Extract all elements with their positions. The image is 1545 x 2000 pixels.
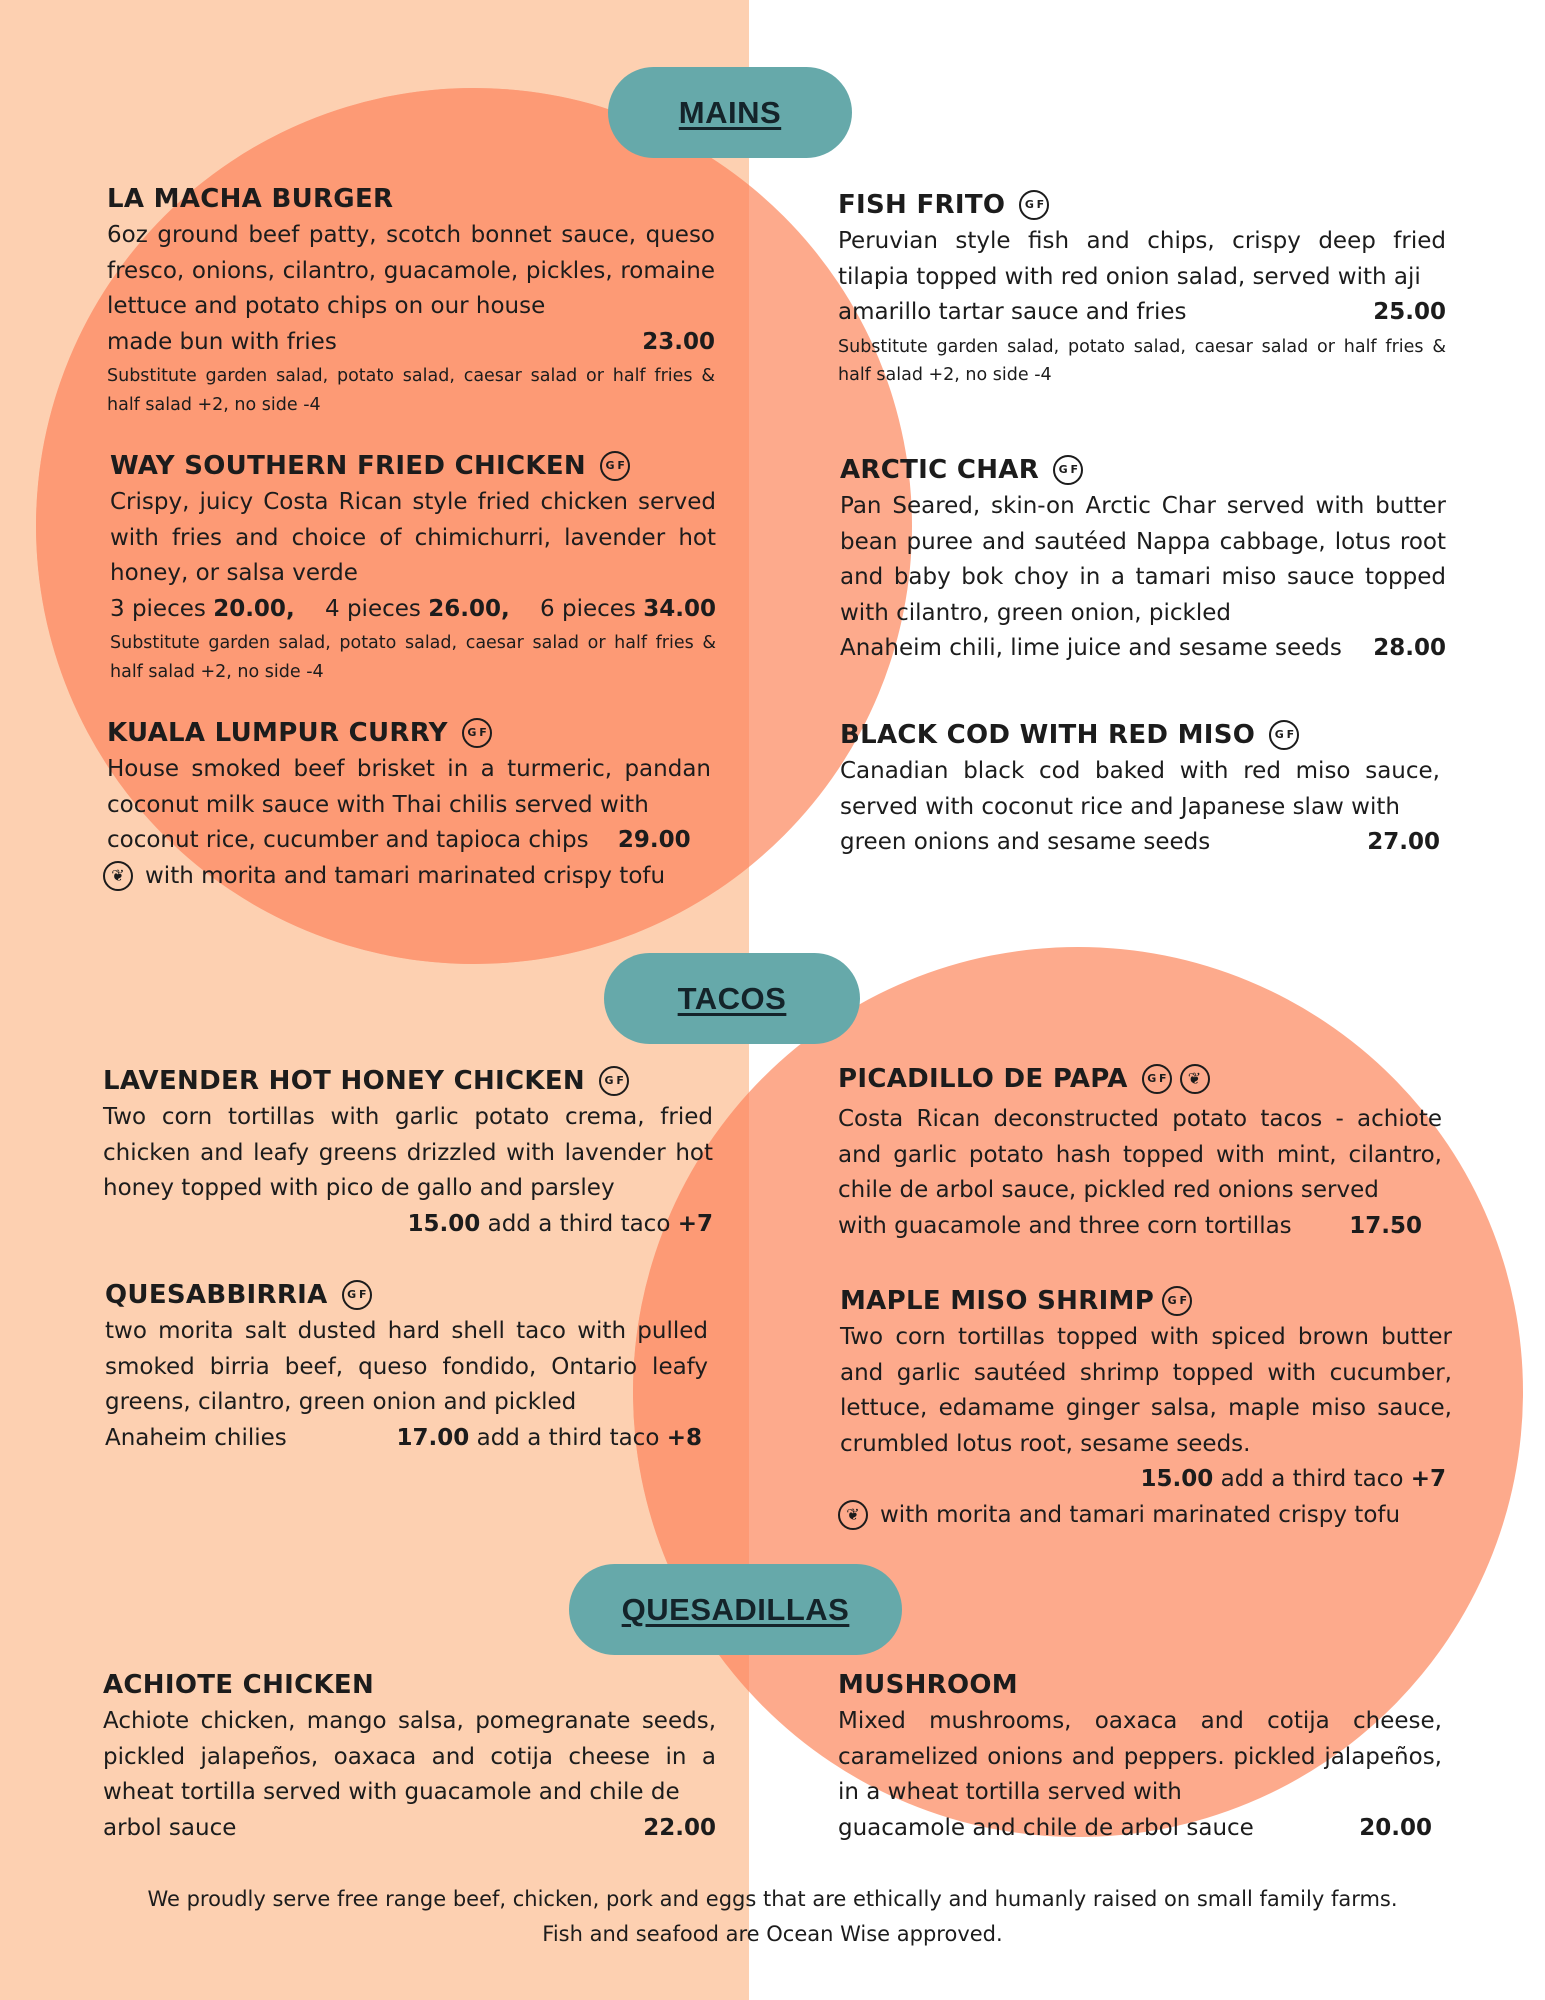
menu-item-achiote-chicken xyxy=(103,1666,716,1846)
item-name-row xyxy=(840,1282,1452,1320)
gluten-free-icon: G F xyxy=(599,1066,629,1096)
footer-line-1: We proudly serve free range beef, chicken, pork and eggs that are ethically and humanly raised on small family farms. xyxy=(147,1887,1398,1911)
item-description: Two corn tortillas with garlic potato crema, fried chicken and leafy greens drizzled with lavender hot honey topped with pico de gallo and parsley xyxy=(103,1104,713,1201)
item-price-row xyxy=(838,1209,1442,1245)
item-description: House smoked beef brisket in a turmeric, pandan coconut milk sauce with Thai chilis served with xyxy=(107,756,711,818)
item-name: LA MACHA BURGER xyxy=(107,184,394,214)
vegan-leaf-icon: ❦ xyxy=(1180,1064,1210,1094)
gluten-free-icon: G F xyxy=(600,451,630,481)
item-price: 20.00 xyxy=(1359,1814,1432,1841)
menu-item-black-cod-with-red-miso xyxy=(840,716,1440,861)
item-name: LAVENDER HOT HONEY CHICKEN xyxy=(103,1066,585,1096)
piece-label-4: 4 pieces xyxy=(325,595,421,622)
item-name: BLACK COD WITH RED MISO xyxy=(840,720,1256,750)
item-price: 29.00 xyxy=(617,827,691,853)
menu-item-arctic-char xyxy=(840,451,1446,667)
gluten-free-icon: G F xyxy=(1269,720,1299,750)
item-name-row xyxy=(838,1060,1442,1098)
menu-item-mushroom xyxy=(838,1666,1442,1846)
menu-item-quesabbirria xyxy=(105,1276,708,1456)
gluten-free-icon: G F xyxy=(342,1280,372,1310)
item-description: Mixed mushrooms, oaxaca and cotija cheese, caramelized onions and peppers. pickled jalapeños, in a wheat tortilla served with xyxy=(838,1708,1442,1805)
item-description-end: guacamole and chile de arbol sauce xyxy=(838,1814,1254,1841)
item-name: MAPLE MISO SHRIMP xyxy=(840,1286,1155,1316)
item-description-end: Anaheim chili, lime juice and sesame seeds xyxy=(840,635,1342,661)
vegan-option-text: with morita and tamari marinated crispy tofu xyxy=(145,862,666,889)
item-name-row xyxy=(110,447,716,485)
gluten-free-icon: G F xyxy=(462,718,492,748)
piece-label-6: 6 pieces xyxy=(540,595,636,622)
item-piece-prices xyxy=(110,592,716,628)
menu-item-kuala-lumpur-curry xyxy=(107,714,717,894)
item-description-end: arbol sauce xyxy=(103,1814,237,1841)
item-substitution-note: Substitute garden salad, potato salad, caesar salad or half fries & half salad +2, no side -4 xyxy=(107,366,715,415)
section-title-mains: MAINS xyxy=(678,94,782,130)
item-name: ARCTIC CHAR xyxy=(840,455,1040,485)
addon-text: add a third taco xyxy=(1220,1466,1404,1492)
item-name-row xyxy=(838,186,1446,224)
item-price-row xyxy=(840,825,1440,861)
item-price: 25.00 xyxy=(1373,299,1446,325)
item-description: Costa Rican deconstructed potato tacos - achiote and garlic potato hash topped with mint, cilantro, chile de arbol sauce, pickled red onions served xyxy=(838,1106,1442,1203)
section-title-tacos: TACOS xyxy=(677,980,787,1016)
section-header-quesadillas xyxy=(569,1564,902,1655)
menu-item-la-macha-burger xyxy=(107,180,715,419)
item-price-row xyxy=(103,1207,713,1243)
piece-price-6: 34.00 xyxy=(643,595,716,622)
item-price: 17.00 xyxy=(396,1424,470,1451)
menu-item-fish-frito xyxy=(838,186,1446,390)
gluten-free-icon: G F xyxy=(1019,190,1049,220)
item-name: MUSHROOM xyxy=(838,1670,1018,1700)
item-price: 23.00 xyxy=(642,328,715,355)
gluten-free-icon: G F xyxy=(1142,1064,1172,1094)
item-price-row xyxy=(838,295,1446,331)
item-name: WAY SOUTHERN FRIED CHICKEN xyxy=(110,451,586,481)
item-price-row xyxy=(838,1811,1442,1847)
item-description-end: made bun with fries xyxy=(107,328,337,355)
item-price: 15.00 xyxy=(1140,1466,1214,1492)
item-description: 6oz ground beef patty, scotch bonnet sauce, queso fresco, onions, cilantro, guacamole, pickles, romaine lettuce and potato chips on our house xyxy=(107,222,715,319)
addon-text: add a third taco xyxy=(476,1424,660,1451)
section-header-mains xyxy=(608,67,852,158)
item-description: Achiote chicken, mango salsa, pomegranate seeds, pickled jalapeños, oaxaca and cotija cheese in a wheat tortilla served with guacamole and chile de xyxy=(103,1708,716,1805)
item-name-row xyxy=(840,716,1440,754)
item-name: QUESABBIRRIA xyxy=(105,1280,328,1310)
gluten-free-icon: G F xyxy=(1053,455,1083,485)
menu-item-picadillo-de-papa xyxy=(838,1060,1442,1244)
item-name-row xyxy=(105,1276,708,1314)
vegan-option xyxy=(103,859,717,895)
piece-price-3: 20.00, xyxy=(213,595,295,622)
gluten-free-icon: G F xyxy=(1162,1286,1192,1316)
item-price: 17.50 xyxy=(1349,1212,1422,1239)
item-name: PICADILLO DE PAPA xyxy=(838,1064,1128,1094)
piece-price-4: 26.00, xyxy=(428,595,510,622)
item-price: 15.00 xyxy=(407,1210,481,1237)
addon-text: add a third taco xyxy=(487,1210,671,1237)
item-description: Canadian black cod baked with red miso sauce, served with coconut rice and Japanese slaw with xyxy=(840,758,1440,820)
item-price-row xyxy=(105,1421,708,1457)
item-price-row xyxy=(107,823,717,859)
item-description: Crispy, juicy Costa Rican style fried chicken served with fries and choice of chimichurri, lavender hot honey, or salsa verde xyxy=(110,489,716,586)
menu-item-maple-miso-shrimp xyxy=(840,1282,1452,1533)
addon-price: +7 xyxy=(677,1210,713,1237)
item-description-end: green onions and sesame seeds xyxy=(840,829,1211,855)
menu-item-lavender-hot-honey-chicken xyxy=(103,1062,713,1242)
section-header-tacos xyxy=(604,953,860,1044)
vegan-option xyxy=(838,1498,1452,1534)
item-name: KUALA LUMPUR CURRY xyxy=(107,718,448,748)
item-price-row xyxy=(107,325,715,361)
addon-price: +7 xyxy=(1410,1466,1446,1492)
item-name-row xyxy=(840,451,1446,489)
item-name: FISH FRITO xyxy=(838,190,1006,220)
item-name-row xyxy=(107,714,717,752)
item-description: Two corn tortillas topped with spiced brown butter and garlic sautéed shrimp topped with cucumber, lettuce, edamame ginger salsa, maple miso sauce, crumbled lotus root, sesame seeds. xyxy=(840,1324,1452,1457)
item-substitution-note: Substitute garden salad, potato salad, caesar salad or half fries & half salad +2, no side -4 xyxy=(110,633,716,682)
item-description-end: amarillo tartar sauce and fries xyxy=(838,299,1187,325)
item-description: Pan Seared, skin-on Arctic Char served with butter bean puree and sautéed Nappa cabbage, lotus root and baby bok choy in a tamari miso sauce topped with cilantro, green onion, pickled xyxy=(840,493,1446,626)
item-description: Peruvian style fish and chips, crispy deep fried tilapia topped with red onion salad, served with aji xyxy=(838,228,1446,290)
footer-line-2: Fish and seafood are Ocean Wise approved. xyxy=(542,1922,1003,1946)
item-name: ACHIOTE CHICKEN xyxy=(103,1670,375,1700)
sourcing-footer xyxy=(0,1882,1545,1952)
item-price: 27.00 xyxy=(1367,829,1440,855)
item-name-row xyxy=(103,1062,713,1100)
item-price: 22.00 xyxy=(643,1814,716,1841)
item-price-row xyxy=(840,1462,1452,1498)
item-description: two morita salt dusted hard shell taco with pulled smoked birria beef, queso fondido, Ontario leafy greens, cilantro, green onion and pickled xyxy=(105,1318,708,1415)
item-description-end: with guacamole and three corn tortillas xyxy=(838,1212,1292,1239)
item-price-row xyxy=(840,631,1446,667)
item-substitution-note: Substitute garden salad, potato salad, caesar salad or half fries & half salad +2, no side -4 xyxy=(838,336,1446,385)
vegan-option-text: with morita and tamari marinated crispy tofu xyxy=(880,1501,1401,1528)
item-price: 28.00 xyxy=(1373,635,1446,661)
menu-item-way-southern-fried-chicken xyxy=(110,447,716,686)
piece-label-3: 3 pieces xyxy=(110,595,206,622)
vegan-leaf-icon: ❦ xyxy=(103,861,133,891)
item-description-end: Anaheim chilies xyxy=(105,1424,287,1451)
item-description-end: coconut rice, cucumber and tapioca chips xyxy=(107,827,589,853)
addon-price: +8 xyxy=(666,1424,702,1451)
section-title-quesadillas: QUESADILLAS xyxy=(621,1591,850,1627)
vegan-leaf-icon: ❦ xyxy=(838,1500,868,1530)
item-price-row xyxy=(103,1811,716,1847)
